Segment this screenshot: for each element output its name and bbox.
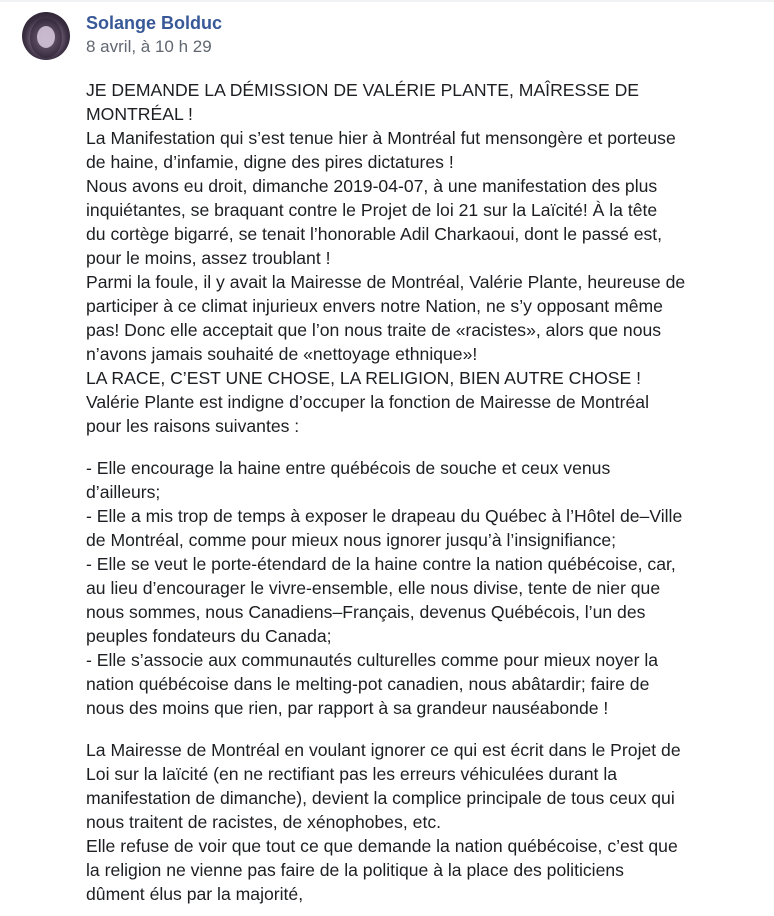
post-text-line: Valérie Plante est indigne d’occuper la fonction de Mairesse de Montréal (86, 392, 649, 412)
post-text-line: au lieu d’encourager le vivre-ensemble, elle nous divise, tente de nier que (86, 578, 661, 598)
post-text-line: participer à ce climat injurieux envers notre Nation, ne s’y opposant même (86, 296, 663, 316)
post-text-line: Loi sur la laïcité (en ne rectifiant pas les erreurs véhiculées durant la (86, 764, 618, 784)
post-text-line: d’ailleurs; (86, 482, 161, 502)
post-text-line: nation québécoise dans le melting-pot canadien, nous abâtardir; faire de (86, 674, 650, 694)
post-text-line: Nous avons eu droit, dimanche 2019-04-07, à une manifestation des plus (86, 176, 658, 196)
paragraph-gap (86, 438, 766, 456)
post-text-line: nous des moins que rien, par rapport à sa grandeur nauséabonde ! (86, 698, 609, 718)
post-timestamp-link[interactable]: 8 avril, à 10 h 29 (86, 37, 212, 56)
post-text-line: La Manifestation qui s’est tenue hier à Montréal fut mensongère et porteuse (86, 128, 676, 148)
post-body-text (86, 78, 766, 906)
avatar[interactable] (22, 12, 70, 60)
post-text-line: la religion ne vienne pas faire de la politique à la place des politiciens (86, 860, 624, 880)
post-text-line: - Elle a mis trop de temps à exposer le drapeau du Québec à l’Hôtel de–Ville (86, 506, 683, 526)
post-text-line: pour le moins, assez troublant ! (86, 248, 331, 268)
post-text-line: pas! Donc elle acceptait que l’on nous traite de «racistes», alors que nous (86, 320, 662, 340)
post-text-line: peuples fondateurs du Canada; (86, 626, 332, 646)
post-text-line: pour les raisons suivantes : (86, 416, 300, 436)
post-text-line: de haine, d’infamie, digne des pires dictatures ! (86, 152, 454, 172)
post-text-line: - Elle s’associe aux communautés culturelles comme pour mieux noyer la (86, 650, 659, 670)
post-text-line: nous traitent de racistes, de xénophobes, etc. (86, 812, 442, 832)
post-text-line: Parmi la foule, il y avait la Mairesse de Montréal, Valérie Plante, heureuse de (86, 272, 686, 292)
post-text-line: n’avons jamais souhaité de «nettoyage ethnique»! (86, 344, 478, 364)
post-text-line: du cortège bigarré, se tenait l’honorable Adil Charkaoui, dont le passé est, (86, 224, 663, 244)
post-text-line: de Montréal, comme pour mieux nous ignorer jusqu’à l’insignifiance; (86, 530, 617, 550)
author-name-link[interactable]: Solange Bolduc (86, 13, 223, 33)
post-text-line: nous sommes, nous Canadiens–Français, devenus Québécois, l’un des (86, 602, 646, 622)
post-text-line: manifestation de dimanche), devient la complice principale de tous ceux qui (86, 788, 675, 808)
post-text-line: JE DEMANDE LA DÉMISSION DE VALÉRIE PLANTE, MAÎRESSE DE (86, 80, 640, 100)
paragraph-gap (86, 720, 766, 738)
post-text-line: MONTRÉAL ! (86, 104, 193, 124)
post-text-line: dûment élus par la majorité, (86, 884, 304, 904)
post-text-line: La Mairesse de Montréal en voulant ignorer ce qui est écrit dans le Projet de (86, 740, 681, 760)
avatar-face-shape (37, 26, 55, 48)
post-text-line: inquiétantes, se braquant contre le Projet de loi 21 sur la Laïcité! À la tête (86, 200, 658, 220)
post-text-line: Elle refuse de voir que tout ce que demande la nation québécoise, c’est que (86, 836, 678, 856)
post-text-line: - Elle encourage la haine entre québécois de souche et ceux venus (86, 458, 611, 478)
post-text-line: - Elle se veut le porte-étendard de la haine contre la nation québécoise, car, (86, 554, 676, 574)
post-text-line: LA RACE, C’EST UNE CHOSE, LA RELIGION, BIEN AUTRE CHOSE ! (86, 368, 642, 388)
